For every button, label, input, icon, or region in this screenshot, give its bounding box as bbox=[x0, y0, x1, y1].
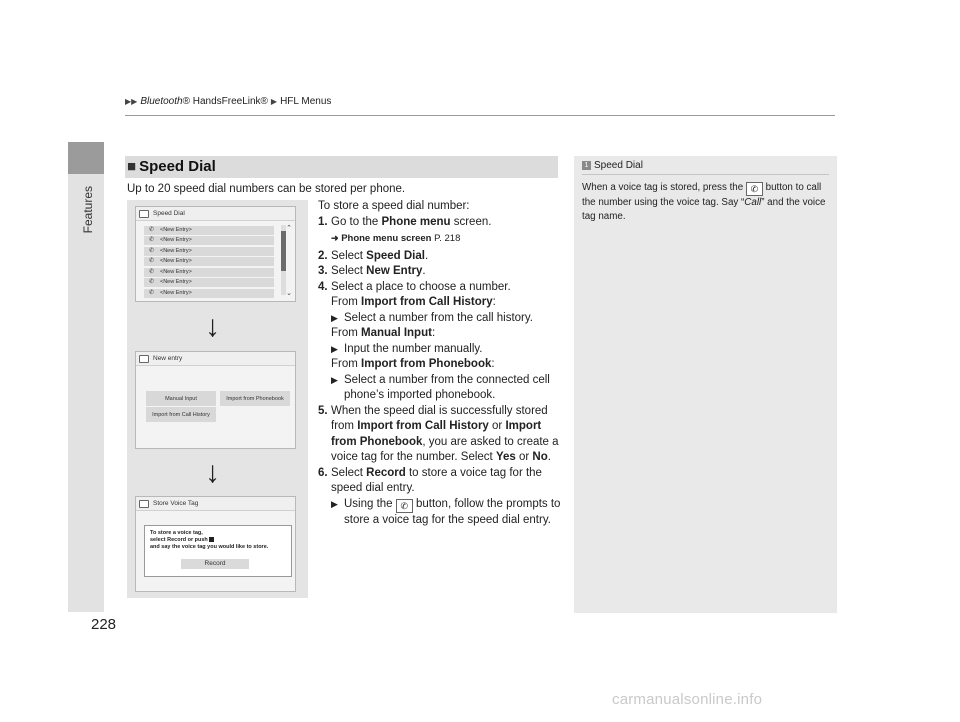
sidebar-title: Speed Dial bbox=[594, 160, 643, 171]
step-5: 5. When the speed dial is successfully stored from Import from Call History or Import from Phonebook, you are asked to create a voice tag for the number. Select Yes or No. bbox=[318, 404, 559, 463]
steps-lead: To store a speed dial number: bbox=[318, 200, 470, 212]
step-1: 1. Go to the Phone menu screen. bbox=[318, 215, 492, 228]
scroll-down-icon[interactable]: ⌄ bbox=[286, 290, 292, 297]
phone-icon: ✆ bbox=[149, 227, 155, 233]
step-4: 4. Select a place to choose a number. bbox=[318, 280, 511, 293]
sidebar-body: When a voice tag is stored, press the ✆ button to call the number using the voice tag. Say “Call” and the voice tag name. bbox=[582, 182, 826, 222]
talk-button-icon: ✆ bbox=[746, 182, 763, 196]
intro-text: Up to 20 speed dial numbers can be stored per phone. bbox=[127, 183, 406, 195]
sidebar-heading bbox=[582, 160, 829, 175]
screen-titlebar bbox=[136, 352, 295, 366]
screen-title: Speed Dial bbox=[153, 210, 185, 217]
import-call-history-button[interactable]: Import from Call History bbox=[146, 407, 216, 422]
triangle-bullet-icon: ▶ bbox=[331, 498, 338, 509]
steps-list bbox=[318, 199, 564, 528]
phone-screen-icon bbox=[139, 355, 149, 363]
section-marker: ■ bbox=[127, 158, 137, 175]
breadcrumb bbox=[125, 96, 331, 107]
option-call-history: From Import from Call History: bbox=[331, 296, 496, 308]
talk-button-icon: ✆ bbox=[396, 499, 413, 513]
page-number: 228 bbox=[91, 616, 117, 633]
option-call-history-desc: ▶ Select a number from the call history. bbox=[318, 311, 564, 327]
cross-reference[interactable]: ➜ Phone menu screen P. 218 bbox=[331, 233, 461, 244]
speed-dial-entry[interactable]: ✆ <New Entry> bbox=[144, 236, 274, 245]
speed-dial-entry[interactable]: ✆ <New Entry> bbox=[144, 268, 274, 277]
speed-dial-entry[interactable]: ✆ <New Entry> bbox=[144, 278, 274, 287]
phone-screen-icon bbox=[139, 500, 149, 508]
phone-icon: ✆ bbox=[149, 248, 155, 254]
phone-icon: ✆ bbox=[149, 258, 155, 264]
header-rule bbox=[125, 115, 835, 116]
screen-titlebar bbox=[136, 497, 295, 511]
phone-icon: ✆ bbox=[149, 237, 155, 243]
breadcrumb-page: HFL Menus bbox=[280, 96, 332, 107]
scroll-up-icon[interactable]: ⌃ bbox=[286, 225, 292, 232]
step-6-desc: ▶ Using the ✆ button, follow the prompts to store a voice tag for the speed dial entry. bbox=[331, 497, 561, 526]
option-manual-input: From Manual Input: bbox=[331, 327, 436, 339]
triangle-bullet-icon: ▶ bbox=[331, 343, 338, 354]
sidebar-note bbox=[574, 156, 837, 613]
down-arrow-icon: ↓ bbox=[205, 456, 220, 489]
scrollbar-thumb[interactable] bbox=[281, 231, 286, 271]
talk-button-icon bbox=[209, 537, 214, 542]
breadcrumb-reg: ® bbox=[182, 96, 190, 107]
step-2: 2. Select Speed Dial. bbox=[318, 249, 429, 262]
scrollbar[interactable] bbox=[281, 225, 286, 295]
voice-tag-prompt: To store a voice tag, select Record or push and say the voice tag you would like to store. bbox=[144, 525, 292, 577]
screen-titlebar bbox=[136, 207, 295, 221]
option-manual-input-desc: ▶ Input the number manually. bbox=[318, 342, 564, 358]
breadcrumb-arrow-icon: ▶▶ bbox=[125, 97, 138, 106]
breadcrumb-arrow-icon: ▶ bbox=[270, 97, 278, 106]
breadcrumb-bluetooth: Bluetooth bbox=[140, 96, 183, 107]
step-3: 3. Select New Entry. bbox=[318, 265, 426, 277]
watermark: carmanualsonline.info bbox=[612, 691, 763, 708]
phone-icon: ✆ bbox=[149, 290, 155, 296]
triangle-bullet-icon: ▶ bbox=[331, 312, 338, 323]
phone-screen-icon bbox=[139, 210, 149, 218]
phone-icon: ✆ bbox=[149, 279, 155, 285]
down-arrow-icon: ↓ bbox=[205, 310, 220, 343]
xref-arrow-icon: ➜ bbox=[331, 233, 339, 243]
breadcrumb-brand: HandsFreeLink® bbox=[189, 96, 268, 107]
side-tab-label: Features bbox=[81, 186, 95, 234]
section-title: Speed Dial bbox=[139, 158, 216, 175]
step-6: 6. Select Record to store a voice tag for the speed dial entry. bbox=[318, 466, 542, 494]
speed-dial-entry[interactable]: ✆ <New Entry> bbox=[144, 257, 274, 266]
speed-dial-entry[interactable]: ✆ <New Entry> bbox=[144, 226, 274, 235]
speed-dial-entry[interactable]: ✆ <New Entry> bbox=[144, 247, 274, 256]
side-tab-marker bbox=[68, 142, 104, 174]
store-voice-tag-screen bbox=[135, 496, 296, 592]
manual-input-button[interactable]: Manual Input bbox=[146, 391, 216, 406]
note-ref-badge: 1 bbox=[582, 161, 591, 170]
speed-dial-entry[interactable]: ✆ <New Entry> bbox=[144, 289, 274, 298]
screen-title: New entry bbox=[153, 355, 183, 362]
phone-icon: ✆ bbox=[149, 269, 155, 275]
speed-dial-screen bbox=[135, 206, 296, 302]
option-phonebook: From Import from Phonebook: bbox=[331, 358, 495, 370]
new-entry-screen bbox=[135, 351, 296, 449]
import-phonebook-button[interactable]: Import from Phonebook bbox=[220, 391, 290, 406]
record-button[interactable]: Record bbox=[181, 559, 249, 569]
triangle-bullet-icon: ▶ bbox=[331, 374, 338, 385]
section-heading bbox=[125, 156, 558, 178]
screen-title: Store Voice Tag bbox=[153, 500, 199, 507]
option-phonebook-desc: ▶ Select a number from the connected cell phone’s imported phonebook. bbox=[331, 373, 550, 401]
